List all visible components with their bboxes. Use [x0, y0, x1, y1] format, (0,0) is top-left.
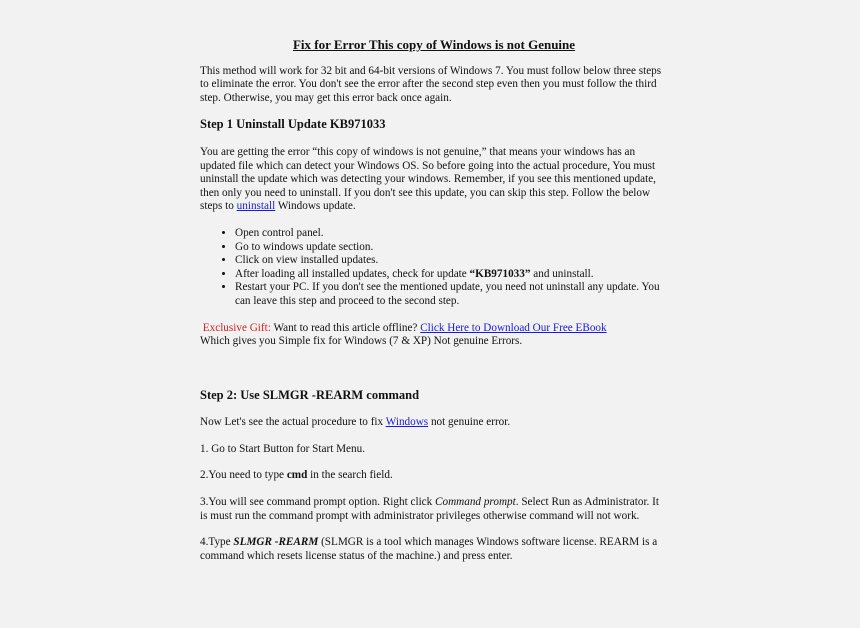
step1-text-end: Windows update. — [275, 200, 356, 213]
list-item: • Open control panel. — [235, 227, 668, 241]
bullet4-text: After loading all installed updates, check for update — [235, 267, 470, 280]
list-item: • Go to windows update section. — [235, 241, 668, 255]
item3-text-end: . Select Run as Administrator. It is must run the command prompt with administrator privileges otherwise command will not work. — [200, 496, 659, 522]
gift-text: Want to read this article offline? — [270, 321, 421, 334]
step1-bullet-list — [200, 227, 668, 309]
download-ebook-link[interactable]: Click Here to Download Our Free EBook — [420, 321, 607, 334]
bullet4-kb-code: “KB971033” — [469, 267, 531, 280]
bullet4-text-end: and uninstall. — [530, 267, 594, 280]
step2-item-3 — [200, 496, 668, 523]
gift-paragraph — [200, 322, 668, 336]
intro-paragraph: This method will work for 32 bit and 64-bit versions of Windows 7. You must follow below three steps to eliminate the error. You don't see the error after the second step even then you must follow the third step. Otherwise, you may get this error back once again. — [200, 64, 662, 104]
item4-text-end: (SLMGR is a tool which manages Windows software license. REARM is a command which resets license status of the machine.) and press enter. — [200, 536, 658, 562]
step2-item-1: 1. Go to Start Button for Start Menu. — [200, 442, 366, 455]
step1-paragraph — [200, 146, 668, 214]
spacer — [200, 349, 668, 389]
gift-line2: Which gives you Simple fix for Windows (7 & XP) Not genuine Errors. — [200, 335, 523, 348]
item2-text-end: in the search field. — [307, 469, 393, 482]
page-title: Fix for Error This copy of Windows is not Genuine — [292, 37, 576, 52]
step2-intro-text-end: not genuine error. — [428, 416, 511, 429]
step2-intro — [200, 416, 668, 430]
step2-intro-text: Now Let's see the actual procedure to fix — [200, 416, 386, 429]
uninstall-link[interactable]: uninstall — [236, 200, 276, 213]
gift-label: Exclusive Gift: — [202, 321, 271, 334]
item4-command: SLMGR -REARM — [233, 536, 319, 549]
item2-cmd: cmd — [286, 469, 308, 482]
list-item — [235, 268, 668, 282]
step2-item-2 — [200, 469, 668, 483]
step1-text: You are getting the error “this copy of windows is not genuine,” that means your windows has an updated file which can detect your Windows OS. So before going into the actual procedure, You must uninstall the update which was detecting your windows. Remember, if you see this mentioned update, then only you need to uninstall. If you don't see this update, you can skip this step. Follow the below steps to — [200, 145, 656, 213]
windows-link[interactable]: Windows — [385, 416, 429, 429]
step2-heading: Step 2: Use SLMGR -REARM command — [200, 387, 420, 402]
item4-text: 4.Type — [200, 536, 234, 549]
document-content — [200, 38, 668, 576]
item3-command-prompt: Command prompt — [435, 496, 516, 509]
item2-text: 2.You need to type — [200, 469, 287, 482]
list-item: • Click on view installed updates. — [235, 254, 668, 268]
step1-heading: Step 1 Uninstall Update KB971033 — [200, 117, 386, 132]
list-item: • Restart your PC. If you don't see the mentioned update, you need not uninstall any update. You can leave this step and proceed to the second step. — [235, 281, 668, 308]
item3-text: 3.You will see command prompt option. Right click — [200, 496, 436, 509]
step2-item-4 — [200, 536, 668, 563]
